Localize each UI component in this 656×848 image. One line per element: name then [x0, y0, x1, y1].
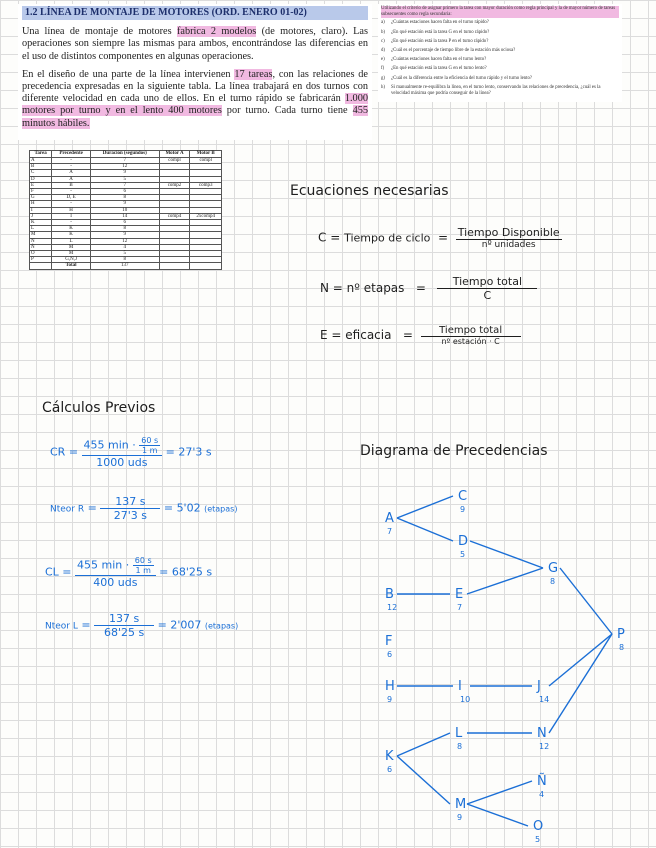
question-text: ¿En qué estación está la tarea G en el turno lento?: [391, 66, 487, 72]
table-cell: I: [52, 213, 91, 219]
unit-den: 1 m: [135, 566, 151, 575]
table-cell: 9: [90, 201, 159, 207]
table-cell: 137: [90, 263, 159, 269]
node-label: G: [548, 561, 559, 576]
node-P: [617, 627, 625, 652]
question-text: ¿Cuál es la diferencia entre la eficiencia del turno rápido y el turno lento?: [391, 75, 533, 81]
calc-numerator: 137 s: [94, 612, 154, 626]
question-letter: b): [381, 29, 385, 35]
calc-denominator: 68'25 s: [103, 626, 145, 639]
node-duration: 9: [460, 505, 466, 514]
text-run: por turno. Cada turno tiene: [221, 105, 353, 117]
node-label: A: [385, 511, 394, 526]
node-label: B: [385, 587, 394, 602]
text-run: (de motores, claro). Las operaciones son siempre las mismas para ambos, encontrándose las diferencias en el uso de distintos componentes en algunas operaciones.: [22, 26, 368, 62]
table-cell: 5: [90, 251, 159, 257]
table-cell: 10: [90, 207, 159, 213]
eq-lhs: E: [320, 328, 328, 342]
table-cell: 12: [90, 164, 159, 170]
table-cell: I: [30, 207, 52, 213]
eq-numerator: Tiempo total: [421, 325, 521, 337]
eq-numerator: Tiempo total: [437, 275, 537, 289]
table-cell: F: [30, 189, 52, 195]
table-cell: 9: [90, 170, 159, 176]
table-cell: comp2: [159, 182, 190, 188]
table-cell: 8: [90, 195, 159, 201]
table-cell: B: [30, 164, 52, 170]
table-cell: N: [30, 238, 52, 244]
calc-lhs: Nteor L: [45, 621, 78, 632]
node-N: [537, 726, 549, 751]
question-letter: f): [381, 66, 385, 72]
table-cell: M: [52, 244, 91, 250]
num-part: 455 min ·: [77, 558, 130, 572]
unit-num: 60 s: [134, 556, 152, 565]
node-E: [455, 587, 463, 612]
calculations-heading: Cálculos Previos: [42, 400, 156, 416]
calc-lhs: CR: [50, 445, 66, 459]
edge-J-P: [549, 634, 612, 686]
calc-denominator: 1000 uds: [96, 456, 148, 469]
node-duration: 8: [457, 742, 463, 751]
question-letter: d): [381, 48, 385, 54]
node-L: [455, 726, 463, 751]
eq-numerator: Tiempo Disponible: [457, 226, 560, 239]
table-cell: comp4: [159, 213, 190, 219]
node-duration: 5: [535, 835, 541, 844]
eq-denominator: nº estación · C: [441, 337, 500, 346]
node-label: O: [533, 819, 544, 834]
table-cell: A: [52, 176, 91, 182]
text-run: , con las relaciones de precedencia expresadas en la siguiente tabla. La línea trabajará en dos turnos con diferente velocidad en cada uno de ellos. En el turno rápido se fabricarán: [22, 68, 368, 105]
calc-stages-fast: Nteor R = $\frac{137 s}{27'3 s}$ = 5'02 (etapas): [50, 495, 238, 522]
table-cell: 5: [90, 176, 159, 182]
table-cell: 4: [90, 244, 159, 250]
node-M: [455, 797, 466, 822]
table-cell: A: [30, 158, 52, 164]
question-letter: a): [381, 20, 385, 26]
edge-K-L: [397, 733, 450, 756]
node-label: J: [537, 679, 541, 694]
node-duration: 9: [457, 813, 463, 822]
table-header-cell: Tarea: [30, 151, 52, 158]
table-cell: -: [52, 189, 91, 195]
equation-efficiency: E = eficacia = $\frac{\text{Tiempo total}}{\text{nº estación · C}}$: [320, 325, 521, 346]
node-duration: 8: [619, 643, 625, 652]
calc-unit: (etapas): [204, 504, 238, 514]
question-letter: h): [381, 84, 385, 90]
node-duration: 12: [539, 742, 550, 751]
highlight: fabrica 2 modelos: [176, 26, 257, 38]
node-J: [536, 679, 549, 704]
node-duration: 10: [460, 695, 471, 704]
node-label: L: [455, 726, 463, 741]
node-label: C: [458, 489, 468, 504]
table-cell: O: [30, 251, 52, 257]
eq-denominator: nº unidades: [481, 240, 536, 250]
question-text: ¿En qué estación está la tarea P en el turno rápido?: [391, 38, 489, 44]
table-cell: C: [30, 170, 52, 176]
node-duration: 7: [387, 527, 393, 536]
edge-E-G: [467, 568, 543, 594]
node-label: Ñ: [537, 774, 547, 789]
table-cell: comp3: [190, 182, 222, 188]
node-label: P: [617, 627, 625, 642]
node-D: [458, 534, 468, 559]
node-duration: 4: [539, 790, 545, 799]
table-cell: K: [30, 220, 52, 226]
table-cell: compl: [190, 158, 222, 164]
node-duration: 14: [539, 695, 550, 704]
table-cell: 8: [90, 257, 159, 263]
table-cell: 2xcomp4: [190, 213, 222, 219]
table-cell: D: [30, 176, 52, 182]
calc-cycle-slow: CL = 455 min · $\frac{60 s}{1 m}$ 400 uds = 68'25 s: [45, 556, 213, 589]
text-run: En el diseño de una parte de la línea intervienen: [22, 68, 235, 80]
calc-cycle-fast: CR = 455 min · $\frac{60 s}{1 m}$ 1000 uds = 27'3 s: [50, 436, 212, 469]
equations-heading: Ecuaciones necesarias: [290, 183, 449, 199]
node-label: H: [385, 679, 395, 694]
unit-den: 1 m: [142, 446, 158, 455]
node-I: [458, 679, 470, 704]
node-duration: 12: [387, 603, 398, 612]
table-cell: 8: [90, 226, 159, 232]
calc-numerator: 137 s: [100, 495, 160, 509]
questions-intro: Utilizando el criterio de asignar primero la tarea con mayor duración como regla principal y la de mayor número de tareas subsecuentes como regla secundaria:: [381, 6, 619, 18]
equation-stages: N = nº etapas = $\frac{\text{Tiempo total}}{C}$: [320, 275, 537, 302]
question-letter: e): [381, 57, 385, 63]
calc-result: 27'3 s: [178, 445, 212, 459]
calc-stages-slow: Nteor L = $\frac{137 s}{68'25 s}$ = 2'007 (etapas): [45, 612, 239, 639]
table-cell: -: [52, 164, 91, 170]
table-cell: A: [52, 170, 91, 176]
question-letter: g): [381, 75, 385, 81]
table-cell: compl: [159, 158, 190, 164]
edge-N-P: [549, 634, 612, 733]
question-text: Si manualmente re-equilibra la línea, en el turno lento, conservando las relaciones de precedencia, ¿cuál es la velocidad máxima que podría conseguir de la línea?: [391, 84, 601, 97]
node-B: [385, 587, 397, 612]
eq-name: eficacia: [345, 328, 392, 342]
table-cell: P: [30, 257, 52, 263]
node-O: [533, 819, 543, 844]
unit-num: 60 s: [141, 436, 159, 445]
problem-title: 1.2 LÍNEA DE MONTAJE DE MOTORES (ORD. ENERO 01-02): [22, 6, 368, 20]
node-label: M: [455, 797, 467, 812]
table-cell: G,N,J: [52, 257, 91, 263]
calc-result: 5'02: [176, 501, 201, 515]
table-cell: 7: [90, 158, 159, 164]
edge-A-C: [397, 496, 453, 518]
eq-name: Tiempo de ciclo: [344, 231, 431, 245]
table-cell: G: [30, 195, 52, 201]
table-cell: K: [52, 232, 91, 238]
table-cell: 6: [90, 220, 159, 226]
edge-M-O: [467, 804, 528, 826]
equation-cycle-time: C = Tiempo de ciclo = $\frac{\text{Tiempo Disponible}}{\text{nº unidades}}$: [318, 226, 560, 250]
question-text: ¿En qué estación está la tarea G en el turno rápido?: [391, 29, 490, 35]
table-cell: -: [52, 158, 91, 164]
table-header-cell: Motor B: [190, 151, 222, 158]
text-run: Una línea de montaje de motores: [22, 26, 177, 38]
table-cell: -: [52, 220, 91, 226]
edge-M-Ñ: [467, 781, 532, 804]
calc-denominator: 27'3 s: [113, 509, 147, 522]
eq-denominator: C: [483, 289, 492, 302]
node-duration: 6: [387, 765, 393, 774]
question-text: ¿Cuántas estaciones hacen falta en el turno rápido?: [391, 20, 489, 26]
node-label: K: [385, 749, 394, 764]
table-cell: B: [52, 182, 91, 188]
node-duration: 6: [387, 650, 393, 659]
edge-D-G: [470, 541, 543, 568]
table-header-cell: Precedente: [52, 151, 91, 158]
calc-result: 68'25 s: [171, 565, 213, 579]
table-cell: H: [30, 201, 52, 207]
table-cell: Ñ: [30, 244, 52, 250]
eq-lhs: N: [320, 281, 329, 295]
table-cell: 12: [90, 238, 159, 244]
calc-denominator: 400 uds: [93, 576, 138, 589]
highlight: 1.000 motores por turno y en el lento 400 motores: [22, 93, 368, 117]
table-cell: M: [30, 232, 52, 238]
num-part: 455 min ·: [83, 438, 136, 452]
edge-A-D: [397, 518, 453, 541]
node-C: [458, 489, 467, 514]
question-letter: c): [381, 38, 385, 44]
node-duration: 5: [460, 550, 466, 559]
table-cell: 6: [90, 189, 159, 195]
edge-K-M: [397, 756, 450, 804]
table-header-cell: Motor A: [159, 151, 190, 158]
table-cell: -: [52, 201, 91, 207]
table-header-cell: Duración (segundos): [90, 151, 159, 158]
diagram-heading: Diagrama de Precedencias: [360, 443, 548, 459]
node-duration: 9: [387, 695, 393, 704]
eq-name: nº etapas: [346, 281, 405, 295]
calc-lhs: CL: [45, 565, 59, 579]
node-Ñ: [537, 773, 547, 799]
node-K: [385, 749, 394, 774]
question-text: ¿Cuántas estaciones hacen falta en el turno lento?: [391, 57, 487, 63]
table-cell: L: [30, 226, 52, 232]
node-duration: 7: [457, 603, 463, 612]
table-cell: M: [52, 251, 91, 257]
table-cell: 14: [90, 213, 159, 219]
node-F: [385, 634, 392, 659]
node-duration: 8: [550, 577, 556, 586]
highlight: 17 tareas: [234, 68, 273, 80]
table-cell: L: [52, 238, 91, 244]
calc-result: 2'007: [170, 618, 202, 632]
table-cell: 9: [90, 232, 159, 238]
eq-lhs: C: [318, 230, 327, 245]
node-label: F: [385, 634, 393, 649]
table-cell: D, E: [52, 195, 91, 201]
highlight: 455 minutos hábiles.: [22, 105, 369, 129]
node-G: [548, 561, 558, 586]
node-label: E: [455, 587, 464, 602]
table-cell: E: [30, 182, 52, 188]
question-text: ¿Cuál es el porcentaje de tiempo libre de la estación más ociosa?: [391, 48, 516, 54]
calc-unit: (etapas): [204, 621, 239, 631]
table-cell: H: [52, 207, 91, 213]
table-cell: 7: [90, 182, 159, 188]
node-label: N: [537, 726, 547, 741]
table-cell: K: [52, 226, 91, 232]
edge-G-P: [560, 568, 612, 634]
calc-lhs: Nteor R: [50, 504, 85, 515]
table-cell: J: [30, 213, 52, 219]
node-A: [385, 511, 394, 536]
node-label: D: [458, 534, 469, 549]
node-H: [385, 679, 395, 704]
table-cell: Total: [52, 263, 91, 269]
node-label: I: [458, 679, 462, 694]
